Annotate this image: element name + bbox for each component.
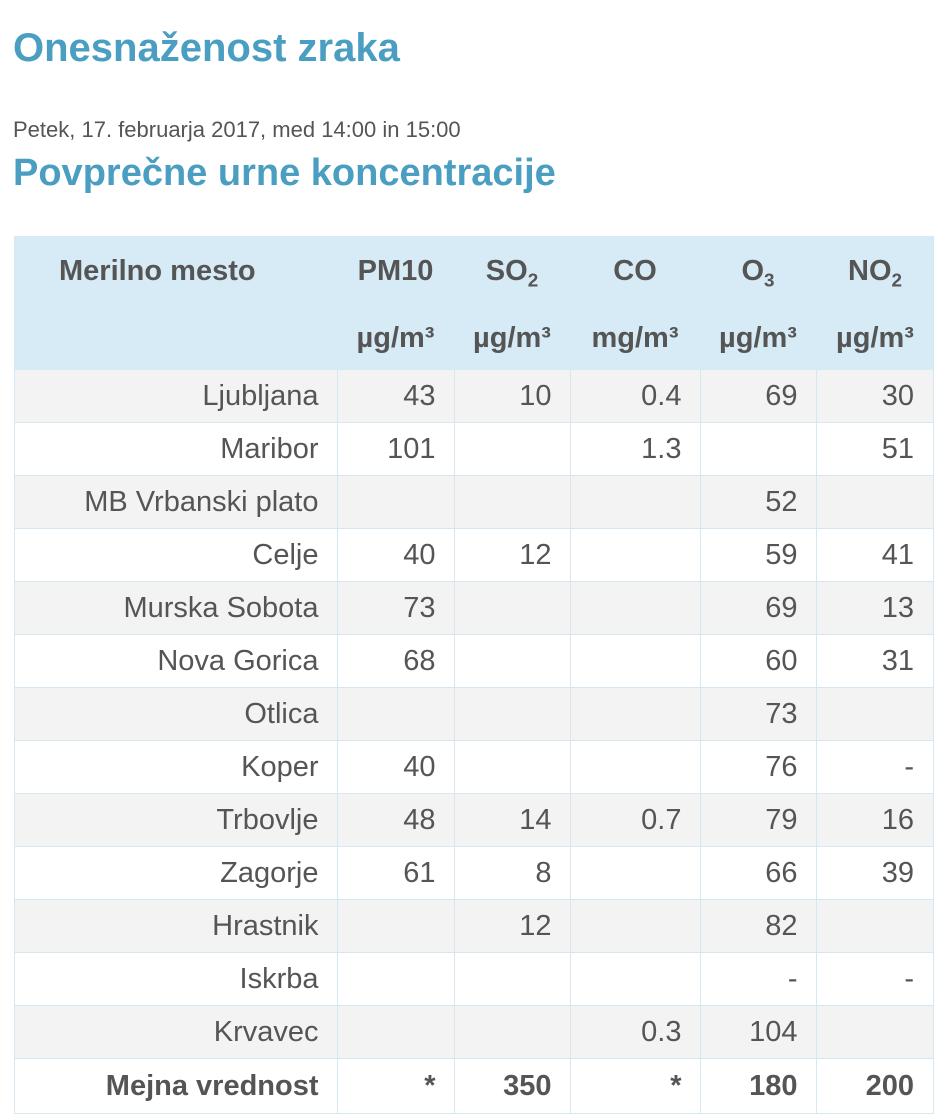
limit-value-row	[14, 1059, 934, 1114]
value-pm10	[337, 476, 454, 529]
table-row	[14, 688, 934, 741]
value-o3: 76	[700, 741, 816, 794]
table-row	[14, 900, 934, 953]
value-so2	[454, 953, 570, 1006]
limit-label: Mejna vrednost	[14, 1059, 337, 1114]
value-o3: 104	[700, 1006, 816, 1059]
value-co	[570, 688, 700, 741]
station-name: Krvavec	[14, 1006, 337, 1059]
value-no2: 51	[816, 423, 934, 476]
value-pm10	[337, 1006, 454, 1059]
unit-no2: µg/m³	[816, 306, 934, 370]
table-row	[14, 741, 934, 794]
station-name: Koper	[14, 741, 337, 794]
value-no2: -	[816, 741, 934, 794]
value-o3: 52	[700, 476, 816, 529]
value-no2: 39	[816, 847, 934, 900]
value-pm10	[337, 953, 454, 1006]
value-o3: 79	[700, 794, 816, 847]
value-no2	[816, 688, 934, 741]
station-name: Ljubljana	[14, 370, 337, 423]
date-line: Petek, 17. februarja 2017, med 14:00 in 15:00	[13, 117, 461, 142]
limit-co: *	[570, 1059, 700, 1114]
station-name: Maribor	[14, 423, 337, 476]
table-row	[14, 370, 934, 423]
value-pm10: 43	[337, 370, 454, 423]
table-row	[14, 847, 934, 900]
units-row	[14, 306, 934, 370]
value-pm10: 101	[337, 423, 454, 476]
value-co	[570, 741, 700, 794]
value-o3: 82	[700, 900, 816, 953]
unit-pm10: µg/m³	[337, 306, 454, 370]
value-o3: 66	[700, 847, 816, 900]
value-o3: 69	[700, 370, 816, 423]
value-pm10	[337, 900, 454, 953]
unit-so2: µg/m³	[454, 306, 570, 370]
table-row	[14, 794, 934, 847]
value-pm10: 73	[337, 582, 454, 635]
station-name: Trbovlje	[14, 794, 337, 847]
station-name: MB Vrbanski plato	[14, 476, 337, 529]
station-name: Iskrba	[14, 953, 337, 1006]
value-no2	[816, 900, 934, 953]
value-so2	[454, 423, 570, 476]
value-co	[570, 476, 700, 529]
table-row	[14, 953, 934, 1006]
value-so2: 12	[454, 900, 570, 953]
value-pm10: 40	[337, 529, 454, 582]
table-row	[14, 1006, 934, 1059]
station-name: Nova Gorica	[14, 635, 337, 688]
value-co	[570, 847, 700, 900]
table-row	[14, 423, 934, 476]
value-no2: -	[816, 953, 934, 1006]
units-place-empty	[14, 306, 337, 370]
table-row	[14, 529, 934, 582]
station-name: Hrastnik	[14, 900, 337, 953]
limit-so2: 350	[454, 1059, 570, 1114]
value-co: 0.4	[570, 370, 700, 423]
pollutant-header-o3: $O_3$	[700, 236, 816, 306]
pollutant-header-so2: $SO_2$	[454, 236, 570, 306]
value-so2	[454, 741, 570, 794]
table-row	[14, 476, 934, 529]
unit-co: mg/m³	[570, 306, 700, 370]
value-so2: 12	[454, 529, 570, 582]
place-column-header: Merilno mesto	[14, 236, 337, 306]
value-so2	[454, 635, 570, 688]
value-pm10: 40	[337, 741, 454, 794]
station-name: Celje	[14, 529, 337, 582]
table-row	[14, 582, 934, 635]
value-co	[570, 635, 700, 688]
value-so2: 10	[454, 370, 570, 423]
value-no2: 16	[816, 794, 934, 847]
value-no2: 41	[816, 529, 934, 582]
value-so2	[454, 582, 570, 635]
table-row	[14, 635, 934, 688]
value-o3: -	[700, 953, 816, 1006]
value-so2	[454, 1006, 570, 1059]
station-name: Otlica	[14, 688, 337, 741]
value-o3: 60	[700, 635, 816, 688]
pollutant-header-co: CO	[570, 236, 700, 306]
value-so2	[454, 476, 570, 529]
limit-no2: 200	[816, 1059, 934, 1114]
value-co	[570, 529, 700, 582]
unit-o3: µg/m³	[700, 306, 816, 370]
pollutant-header-no2: $NO_2$	[816, 236, 934, 306]
station-name: Zagorje	[14, 847, 337, 900]
value-co: 1.3	[570, 423, 700, 476]
value-co	[570, 953, 700, 1006]
header-row	[14, 236, 934, 306]
value-o3: 69	[700, 582, 816, 635]
concentration-table	[14, 236, 934, 1114]
limit-pm10: *	[337, 1059, 454, 1114]
station-name: Murska Sobota	[14, 582, 337, 635]
value-co: 0.3	[570, 1006, 700, 1059]
value-pm10: 48	[337, 794, 454, 847]
value-so2: 14	[454, 794, 570, 847]
value-no2	[816, 1006, 934, 1059]
value-so2: 8	[454, 847, 570, 900]
value-no2	[816, 476, 934, 529]
pollutant-header-pm10: PM10	[337, 236, 454, 306]
limit-o3: 180	[700, 1059, 816, 1114]
value-no2: 30	[816, 370, 934, 423]
value-no2: 13	[816, 582, 934, 635]
subtitle: Povprečne urne koncentracije	[13, 152, 556, 194]
value-pm10: 68	[337, 635, 454, 688]
value-so2	[454, 688, 570, 741]
value-no2: 31	[816, 635, 934, 688]
value-co	[570, 582, 700, 635]
value-pm10	[337, 688, 454, 741]
value-co	[570, 900, 700, 953]
value-o3	[700, 423, 816, 476]
page-title: Onesnaženost zraka	[13, 26, 400, 70]
value-o3: 59	[700, 529, 816, 582]
value-pm10: 61	[337, 847, 454, 900]
value-co: 0.7	[570, 794, 700, 847]
value-o3: 73	[700, 688, 816, 741]
